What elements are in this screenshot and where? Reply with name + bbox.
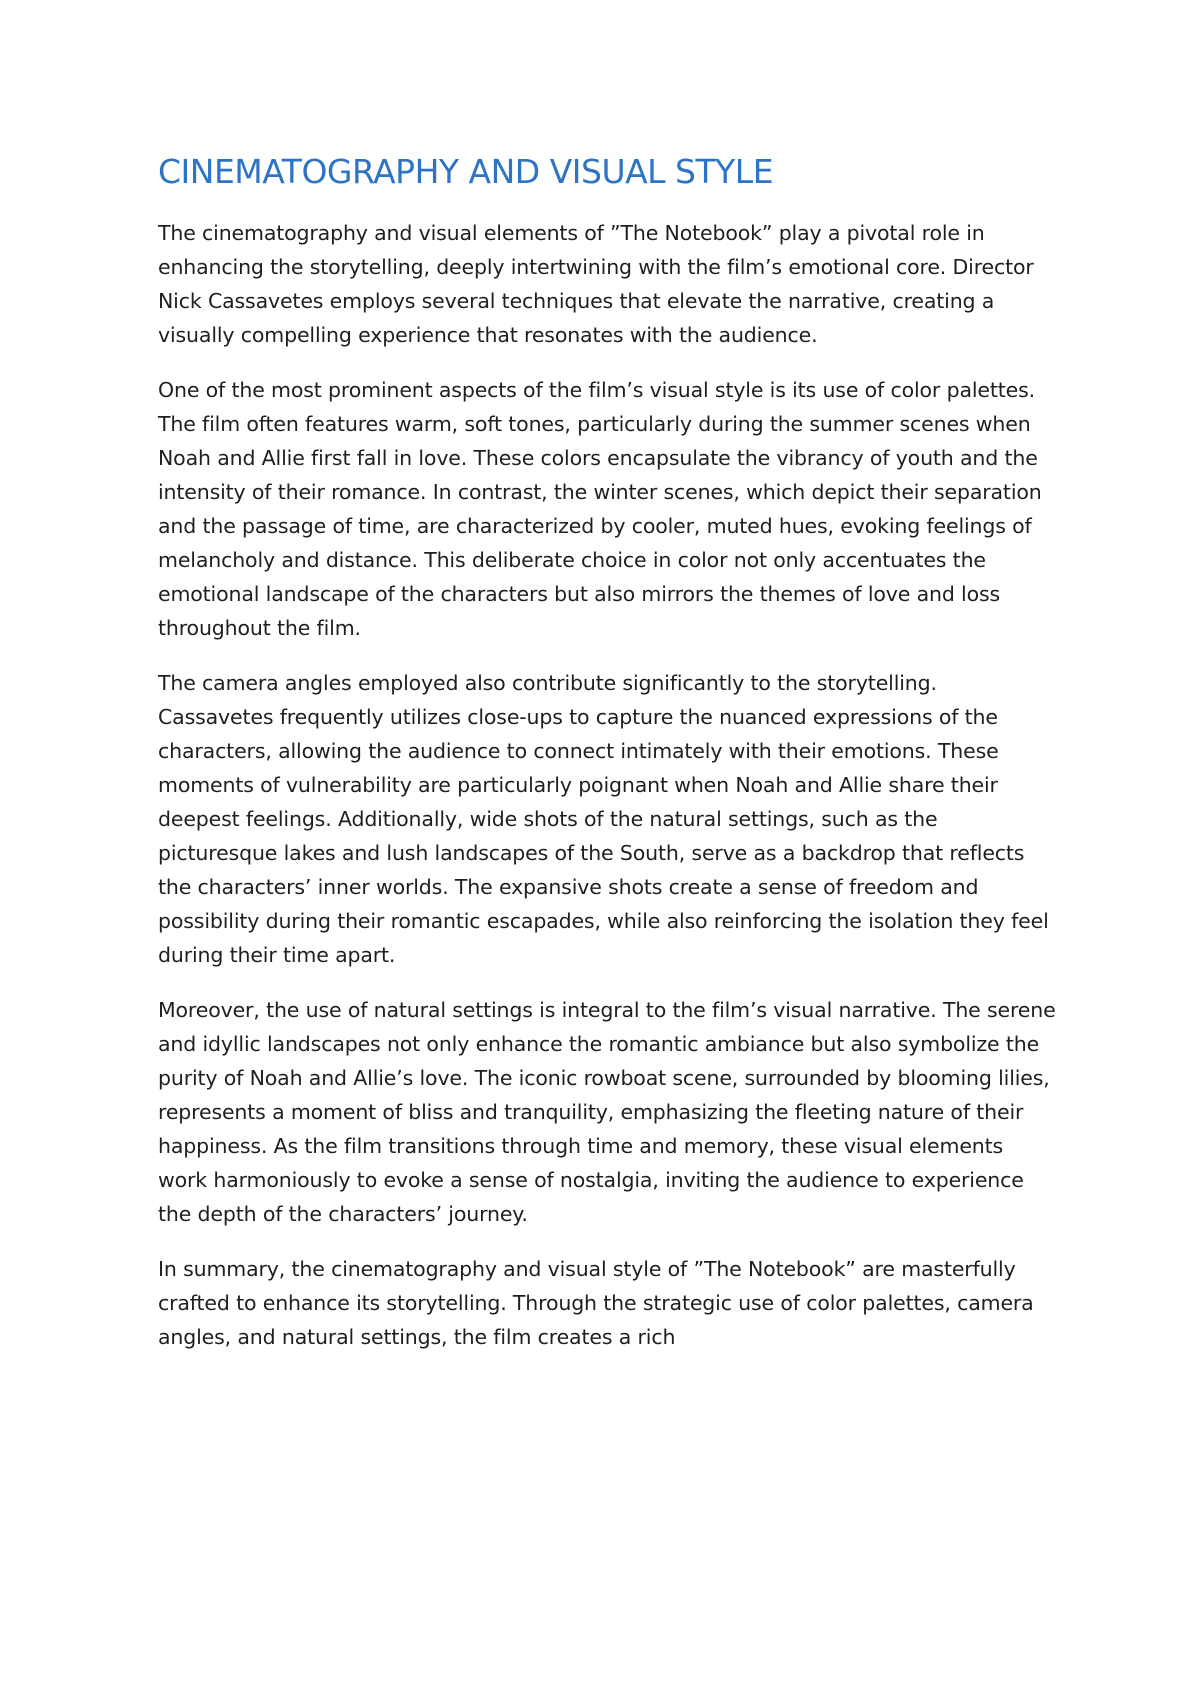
- paragraph-camera-angles: The camera angles employed also contribute significantly to the storytelling. Cassavetes frequently utilizes close-ups to capture the nuanced expressions of the characters, allowing the audience to connect intimately with their emotions. These moments of vulnerability are particularly poignant when Noah and Allie share their deepest feelings. Additionally, wide shots of the natural settings, such as the picturesque lakes and lush landscapes of the South, serve as a backdrop that reflects the characters’ inner worlds. The expansive shots create a sense of freedom and possibility during their romantic escapades, while also reinforcing the isolation they feel during their time apart.: [158, 671, 1049, 967]
- document-page: [158, 150, 1058, 1375]
- paragraph-summary: In summary, the cinematography and visual style of ”The Notebook” are masterfully crafted to enhance its storytelling. Through the strategic use of color palettes, camera angles, and natural settings, the film creates a rich: [158, 1257, 1034, 1349]
- paragraph-intro: The cinematography and visual elements of ”The Notebook” play a pivotal role in enhancing the storytelling, deeply intertwining with the film’s emotional core. Director Nick Cassavetes employs several techniques that elevate the narrative, creating a visually compelling experience that resonates with the audience.: [158, 221, 1034, 347]
- paragraph-color-palettes: One of the most prominent aspects of the film’s visual style is its use of color palettes. The film often features warm, soft tones, particularly during the summer scenes when Noah and Allie first fall in love. These colors encapsulate the vibrancy of youth and the intensity of their romance. In contrast, the winter scenes, which depict their separation and the passage of time, are characterized by cooler, muted hues, evoking feelings of melancholy and distance. This deliberate choice in color not only accentuates the emotional landscape of the characters but also mirrors the themes of love and loss throughout the film.: [158, 378, 1042, 640]
- paragraph-natural-settings: Moreover, the use of natural settings is integral to the film’s visual narrative. The serene and idyllic landscapes not only enhance the romantic ambiance but also symbolize the purity of Noah and Allie’s love. The iconic rowboat scene, surrounded by blooming lilies, represents a moment of bliss and tranquility, emphasizing the fleeting nature of their happiness. As the film transitions through time and memory, these visual elements work harmoniously to evoke a sense of nostalgia, inviting the audience to experience the depth of the characters’ journey.: [158, 998, 1056, 1226]
- section-heading: CINEMATOGRAPHY AND VISUAL STYLE: [158, 152, 774, 191]
